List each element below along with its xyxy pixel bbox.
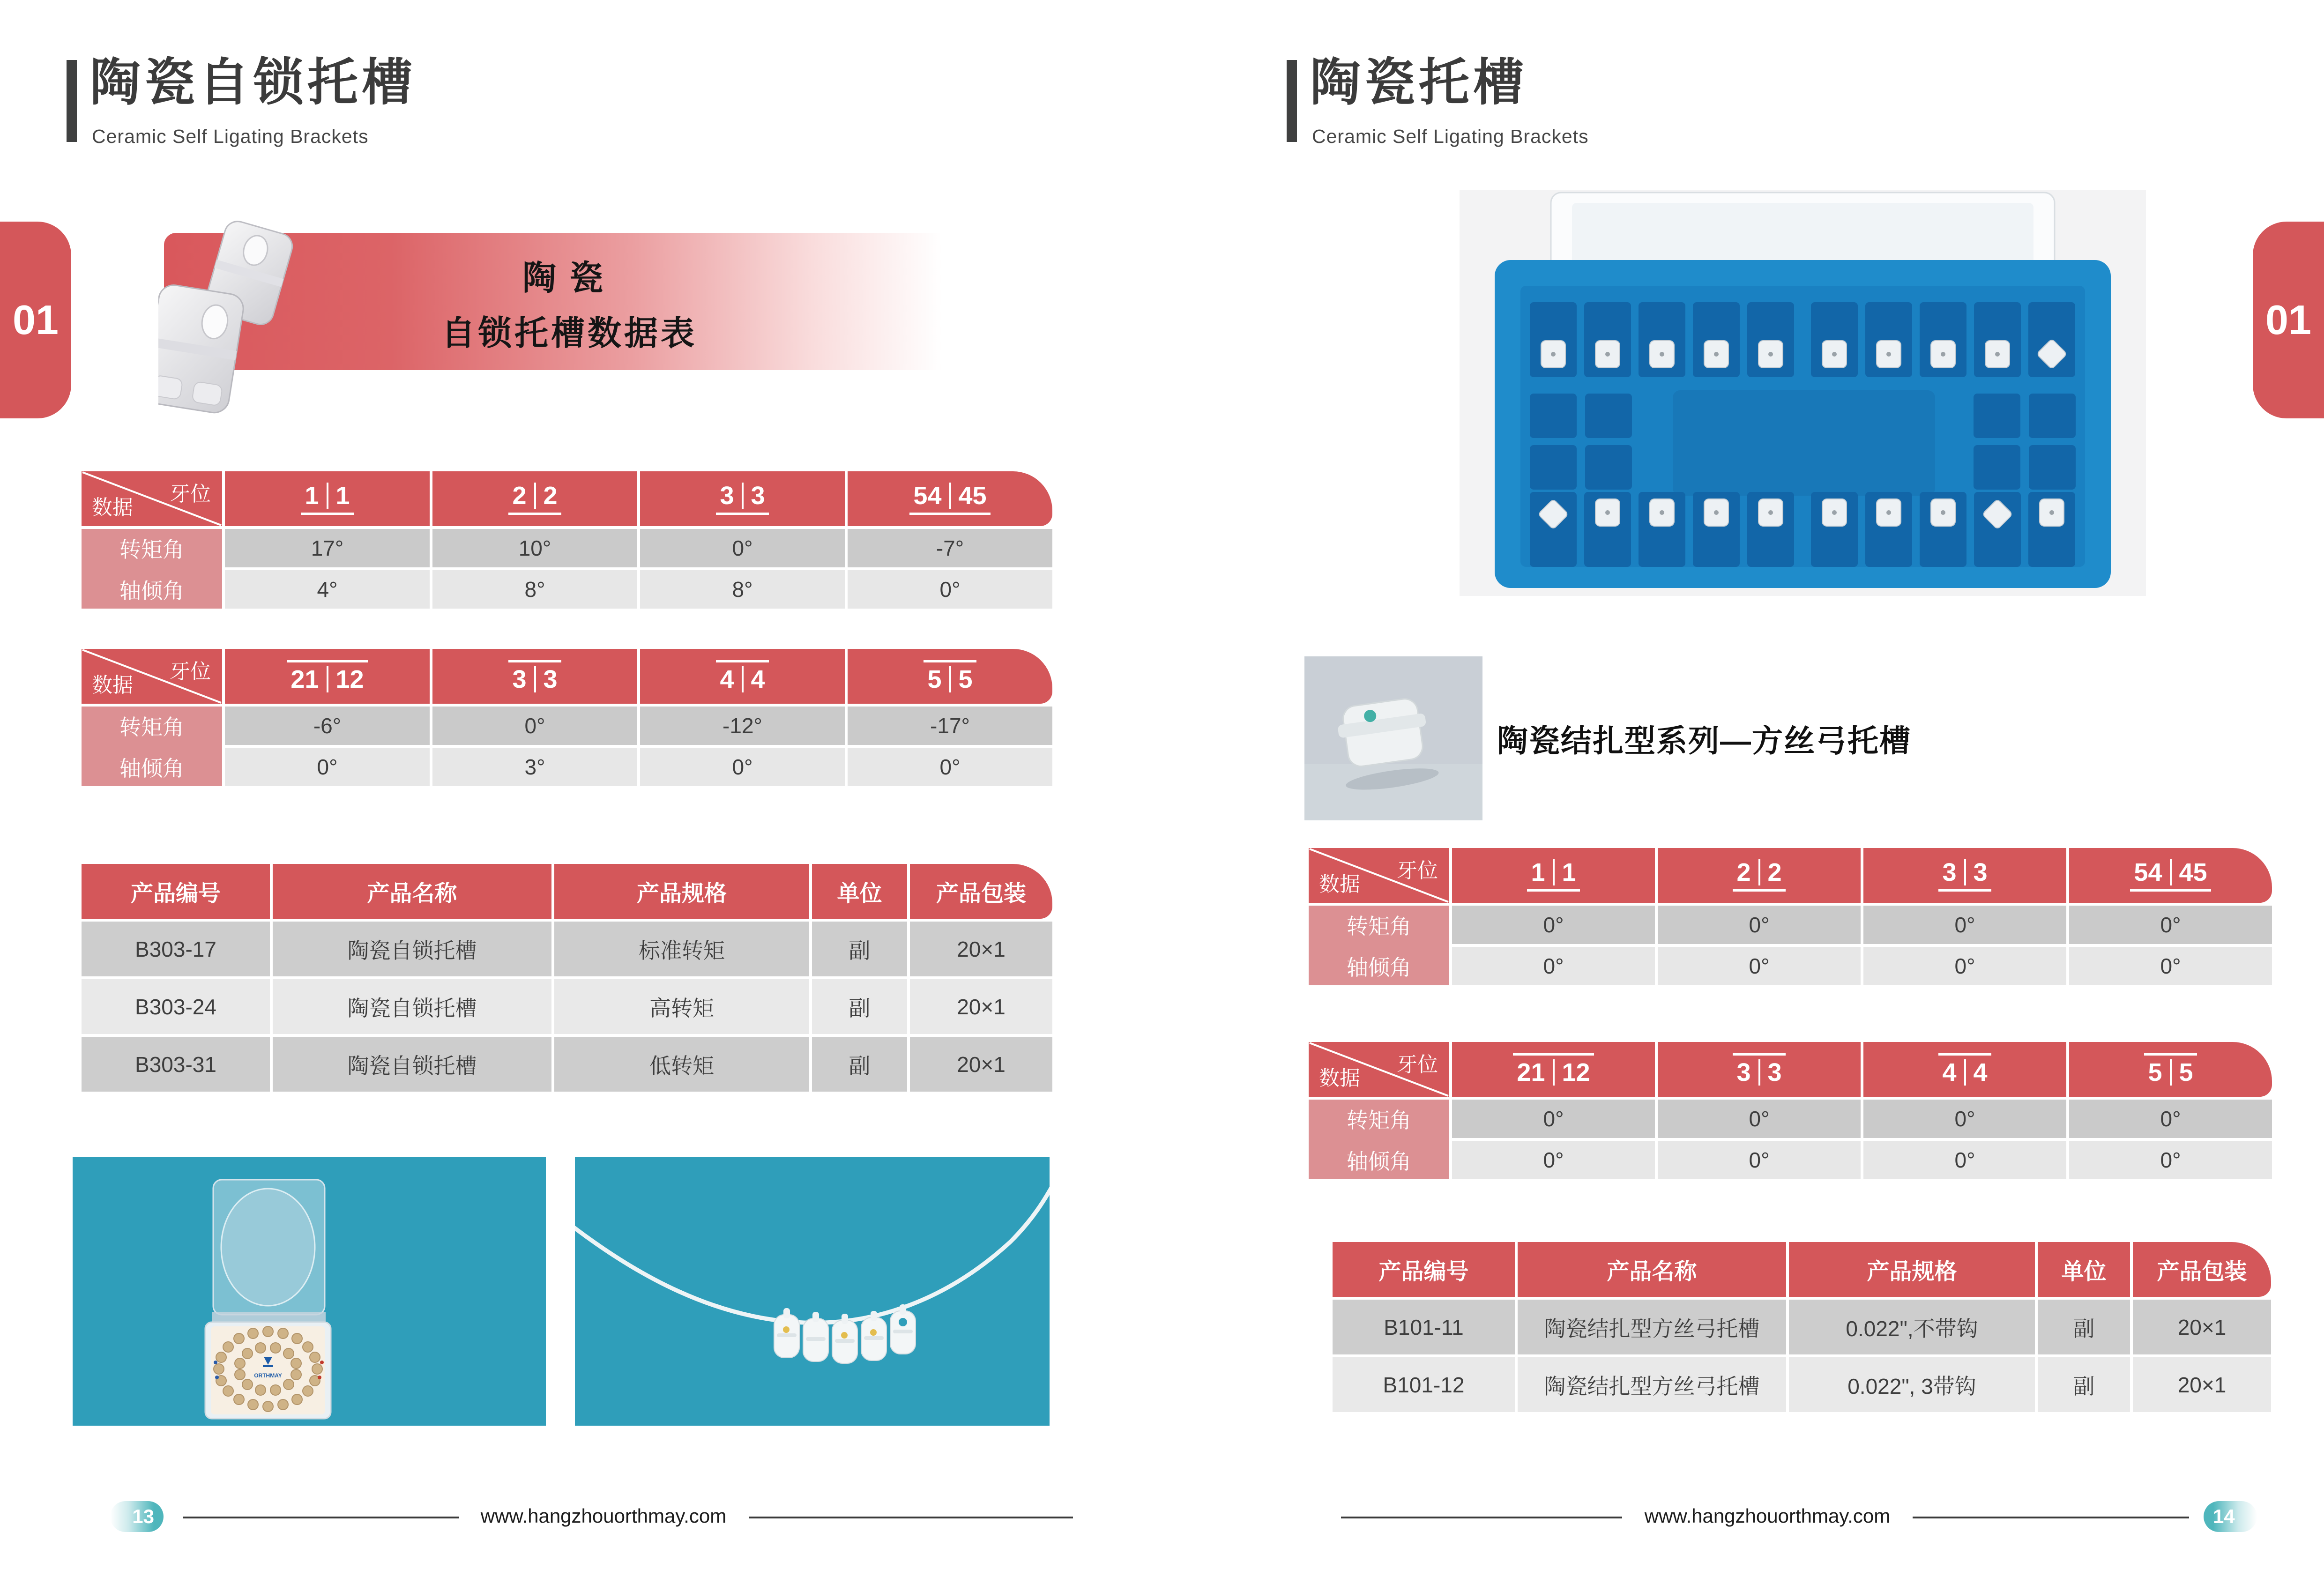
table-row [82,1037,1052,1092]
single-bracket-photo [1304,656,1482,820]
torque-value: 0° [1449,1100,1655,1138]
row-label-column [82,529,222,609]
tooth-header: 54 45 [845,471,1052,526]
tooth-header: 54 45 [2066,848,2272,903]
tip-value: 0° [1861,1141,2066,1179]
page-number: 14 [2213,1505,2235,1527]
corner-label-bottom: 数据 [92,496,133,519]
corner-label-bottom: 数据 [1319,1067,1360,1090]
torque-value: 0° [1655,1100,1861,1138]
tip-value: 8° [637,570,845,609]
product-spec: 低转矩 [551,1037,809,1092]
torque-row-label: 转矩角 [119,537,184,562]
angle-table-header [1309,848,2272,903]
product-code: B303-31 [82,1037,270,1092]
tooth-header: 3 3 [430,649,637,704]
product-code: B101-11 [1333,1300,1515,1354]
chapter-tab [2253,222,2324,418]
table-row [1333,1300,2271,1354]
product-table [82,864,1052,1092]
tooth-header: 4 4 [1861,1042,2066,1097]
tip-value: 0° [1655,1141,1861,1179]
tip-value: 3° [430,748,637,786]
tip-row [222,748,1052,786]
page-title: 陶瓷托槽 [1310,54,1528,111]
tooth-header: 2 2 [430,471,637,526]
torque-row [222,529,1052,567]
row-label-column [1309,906,1449,985]
angle-table-header [1309,1042,2272,1097]
torque-row [222,707,1052,745]
corner-cell [1309,1042,1449,1097]
product-unit: 副 [809,979,907,1034]
series-title: 陶瓷结扎型系列—方丝弓托槽 [1497,723,1911,758]
torque-value: 0° [2066,906,2272,944]
col-header: 产品名称 [270,864,551,919]
page-number-badge [2204,1501,2257,1532]
product-name: 陶瓷自锁托槽 [270,922,551,976]
tooth-header: 21 12 [1449,1042,1655,1097]
corner-label-top: 牙位 [1397,1053,1438,1076]
tip-row-label: 轴倾角 [1347,1149,1411,1174]
product-name: 陶瓷结扎型方丝弓托槽 [1515,1300,1786,1354]
product-name: 陶瓷自锁托槽 [270,1037,551,1092]
angle-table-lower [82,649,1052,786]
chapter-number: 01 [2265,297,2311,343]
corner-cell [1309,848,1449,903]
corner-cell [82,649,222,704]
tip-value: 0° [1449,947,1655,985]
product-pack: 20×1 [2130,1300,2271,1354]
tooth-header: 3 3 [1861,848,2066,903]
product-unit: 副 [2035,1357,2130,1412]
footer-rule [1341,1517,1622,1518]
product-unit: 副 [809,922,907,976]
torque-value: -12° [637,707,845,745]
tip-value: 0° [2066,947,2272,985]
angle-table-lower [1309,1042,2272,1179]
corner-label-top: 牙位 [170,660,211,683]
row-label-column [82,707,222,786]
tip-value: 0° [1655,947,1861,985]
torque-value: -6° [222,707,430,745]
archwire-photo [575,1157,1050,1426]
tip-value: 0° [637,748,845,786]
tooth-header: 2 2 [1655,848,1861,903]
angle-table-upper [1309,848,2272,985]
torque-row-label: 转矩角 [119,715,184,739]
product-pack: 20×1 [907,922,1052,976]
torque-value: 0° [1449,906,1655,944]
page-number-badge [110,1501,164,1532]
product-code: B101-12 [1333,1357,1515,1412]
banner-title-line1: 陶瓷 [522,260,616,297]
tooth-header: 21 12 [222,649,430,704]
col-header: 产品规格 [551,864,809,919]
torque-value: 0° [2066,1100,2272,1138]
tooth-header: 3 3 [1655,1042,1861,1097]
col-header: 产品编号 [82,864,270,919]
table-row [82,922,1052,976]
banner-title-line2: 自锁托槽数据表 [441,315,697,352]
torque-row [1449,1100,2272,1138]
torque-row [1449,906,2272,944]
angle-table-upper [82,471,1052,609]
corner-cell [82,471,222,526]
footer-rule [1913,1517,2189,1518]
torque-value: 17° [222,529,430,567]
tip-row-label: 轴倾角 [119,579,184,603]
tooth-header: 5 5 [845,649,1052,704]
torque-value: 10° [430,529,637,567]
product-unit: 副 [2035,1300,2130,1354]
page-subtitle: Ceramic Self Ligating Brackets [92,126,369,147]
product-spec: 标准转矩 [551,922,809,976]
tip-value: 0° [222,748,430,786]
torque-value: 0° [1655,906,1861,944]
footer-rule [183,1517,459,1518]
tip-value: 4° [222,570,430,609]
tip-value: 8° [430,570,637,609]
bracket-box-photo [1460,190,2146,596]
product-code: B303-17 [82,922,270,976]
torque-value: -17° [845,707,1052,745]
tip-row [222,570,1052,609]
col-header: 产品包装 [907,864,1052,919]
case-logo-text: ORTHMAY [254,1372,282,1379]
product-spec: 0.022", 3带钩 [1786,1357,2035,1412]
corner-label-bottom: 数据 [92,674,133,697]
col-header: 产品包装 [2130,1242,2271,1297]
col-header: 单位 [809,864,907,919]
tip-row [1449,1141,2272,1179]
product-table-header [82,864,1052,919]
tooth-header: 5 5 [2066,1042,2272,1097]
torque-value: 0° [1861,1100,2066,1138]
footer-rule [749,1517,1073,1518]
tooth-header: 1 1 [222,471,430,526]
col-header: 产品编号 [1333,1242,1515,1297]
tip-value: 0° [845,570,1052,609]
title-accent-bar [1287,60,1297,142]
tip-value: 0° [2066,1141,2272,1179]
page-title: 陶瓷自锁托槽 [90,54,417,111]
corner-label-top: 牙位 [170,483,211,506]
tooth-header: 1 1 [1449,848,1655,903]
torque-value: -7° [845,529,1052,567]
table-row [82,979,1052,1034]
title-accent-bar [67,60,77,142]
product-code: B303-24 [82,979,270,1034]
table-row [1333,1357,2271,1412]
page-subtitle: Ceramic Self Ligating Brackets [1312,126,1589,147]
torque-value: 0° [637,529,845,567]
chapter-number: 01 [13,297,59,343]
tip-row-label: 轴倾角 [1347,955,1411,980]
col-header: 产品名称 [1515,1242,1786,1297]
product-name: 陶瓷结扎型方丝弓托槽 [1515,1357,1786,1412]
tip-row [1449,947,2272,985]
col-header: 产品规格 [1786,1242,2035,1297]
product-pack: 20×1 [907,979,1052,1034]
chapter-tab [0,222,71,418]
tip-value: 0° [1449,1141,1655,1179]
torque-value: 0° [430,707,637,745]
product-spec: 0.022",不带钩 [1786,1300,2035,1354]
product-pack: 20×1 [907,1037,1052,1092]
page-number: 13 [132,1505,154,1527]
product-table-header [1333,1242,2271,1297]
angle-table-header [82,471,1052,526]
torque-row-label: 转矩角 [1347,1108,1411,1132]
tip-value: 0° [845,748,1052,786]
footer-url: www.hangzhouorthmay.com [1644,1505,1891,1527]
torque-value: 0° [1861,906,2066,944]
footer-url: www.hangzhouorthmay.com [480,1505,727,1527]
tooth-header: 3 3 [637,471,845,526]
bracket-case-photo [73,1157,546,1426]
angle-table-header [82,649,1052,704]
tip-row-label: 轴倾角 [119,756,184,781]
product-pack: 20×1 [2130,1357,2271,1412]
bracket-3d-render [158,212,308,465]
tip-value: 0° [1861,947,2066,985]
product-table [1333,1242,2271,1412]
corner-label-top: 牙位 [1397,859,1438,882]
corner-label-bottom: 数据 [1319,873,1360,896]
tooth-header: 4 4 [637,649,845,704]
torque-row-label: 转矩角 [1347,914,1411,938]
product-spec: 高转矩 [551,979,809,1034]
product-unit: 副 [809,1037,907,1092]
row-label-column [1309,1100,1449,1179]
product-name: 陶瓷自锁托槽 [270,979,551,1034]
col-header: 单位 [2035,1242,2130,1297]
